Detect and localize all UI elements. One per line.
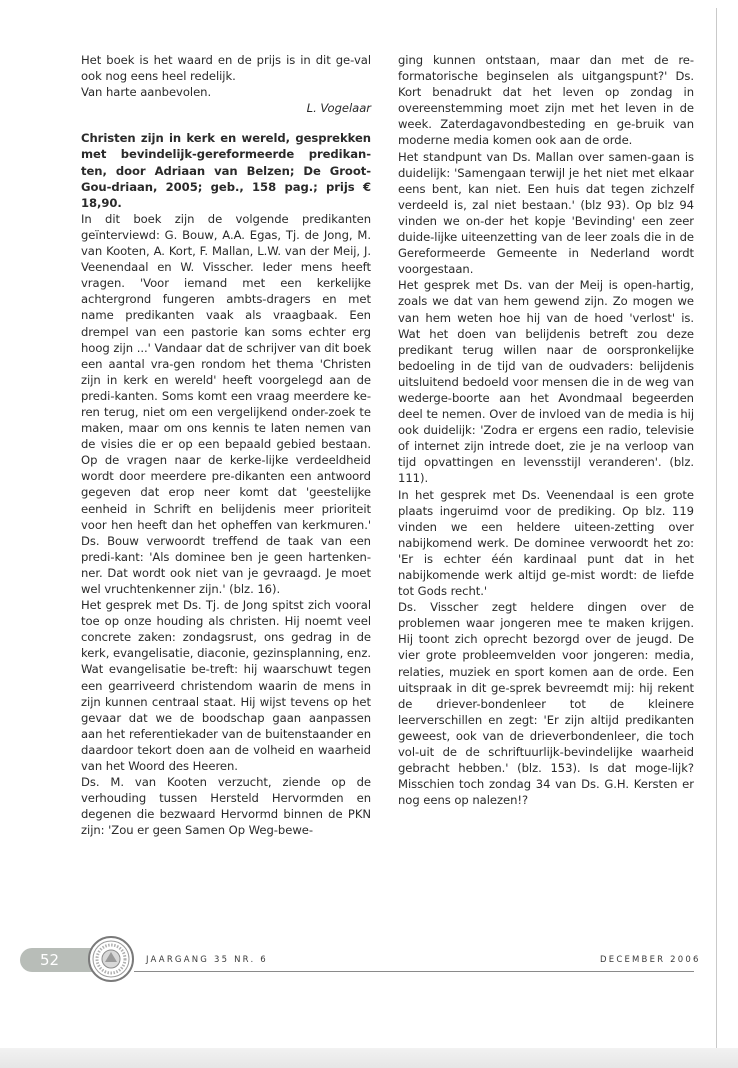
review-heading: Christen zijn in kerk en wereld, gesprekken met bevindelijk-gereformeerde predikan-ten, door Adriaan van Belzen; De Groot-Gou-driaan, 2005; geb., 158 pag.; prijs € 18,90. [81,131,371,210]
issue-label: JAARGANG 35 NR. 6 [146,955,268,965]
intro-paragraph: Het boek is het waard en de prijs is in dit ge-val ook nog eens heel redelijk. [81,53,371,84]
seal-logo-icon [88,936,134,982]
date-label: DECEMBER 2006 [600,955,701,965]
right-paragraph-2: Het standpunt van Ds. Mallan over samen-gaan is duidelijk: 'Samengaan terwijl je het niet met elkaar eens bent, kan niet. Een huis dat tegen zichzelf verdeeld is, zal niet bestaan.' (blz 93). Op blz 94 vinden we on-der het kopje 'Bevinding' een zeer duide-lijke uiteenzetting van de leer zoals die in de Gereformeerde Gemeente in Nederland wordt voorgestaan. [398,149,694,277]
right-paragraph-1: ging kunnen ontstaan, maar dan met de re-formatorische beginselen als uitgangspunt?' Ds. Kort benadrukt dat het leven op zondag in overeenstemming moet zijn met het leven in de week. Zaterdagavondbesteding en ge-bruik van moderne media komen ook aan de orde. [398,53,694,148]
page-edge-line [716,8,717,1048]
right-paragraph-3: Het gesprek met Ds. van der Meij is open-hartig, zoals we dat van hem gewend zijn. Zo mogen we van hem weten hoe hij van de hoed 'verlost' is. Wat het doen van belijdenis betreft zou deze predikant terug willen naar de oorspronkelijke bedoeling in de tijd van de oudvaders: belijdenis uitsluitend bedoeld voor mensen die in de weg van wederge-boorte aan het Avondmaal begeerden deel te nemen. Over de invloed van de media is hij ook duidelijk: 'Zodra er ergens een radio, televisie of internet zijn intrede doet, zie je na verloop van tijd opvattingen en levensstijl veranderen'. (blz. 111). [398,278,694,486]
recommendation-line: Van harte aanbevolen. [81,85,212,100]
right-paragraph-5: Ds. Visscher zegt heldere dingen over de problemen waar jongeren mee te maken krijgen. Hij toont zich oprecht bezorgd over de jeugd. De vier grote probleemvelden voor jongeren: media, relaties, muziek en sport komen aan de orde. Een uitspraak in dit ge-sprek bevreemdt mij: hij rekent de driever-bondenleer tot de kleinere leerverschillen en zegt: 'Er zijn altijd predikanten geweest, ook van de drieverbondenleer, die toch vol-uit de de schriftuurlijk-bevindelijke waarheid gebracht hebben.' (blz. 153). Is dat moge-lijk? Misschien toch zondag 34 van Ds. G.H. Kersten er nog eens op nalezen!? [398,600,694,808]
review-signature: L. Vogelaar [306,101,371,116]
page-number: 52 [20,948,96,972]
left-paragraph-1: In dit boek zijn de volgende predikanten geïnterviewd: G. Bouw, A.A. Egas, Tj. de Jong, M. van Kooten, A. Kort, F. Mallan, L.W. van der Meij, J. Veenendaal en W. Visscher. Ieder mens heeft vragen. 'Voor iemand met een kerkelijke achtergrond fungeren ambts-dragers en met name predikanten vaak als vraagbaak. Een drempel van een pastorie kan soms echter erg hoog zijn ...' Vandaar dat de schrijver van dit boek een aantal vra-gen rondom het thema 'Christen zijn in kerk en wereld' heeft voorgelegd aan de predi-kanten. Soms komt een vraag meerdere ke-ren terug, niet om een vergelijkend onder-zoek te maken, maar om ons kennis te laten nemen van de visies die er op een bepaald gebied bestaan. Op de vragen naar de kerke-lijke verdeeldheid wordt door meerdere pre-dikanten een antwoord gegeven dat erop neer komt dat 'geestelijke eenheid in Schrift en belijdenis meer prioriteit voor hen heeft dan het opheffen van kerkmuren.' Ds. Bouw verwoordt treffend de taak van een predi-kant: 'Als dominee ben je geen hartenken-ner. Dat wordt ook niet van je gevraagd. Je moet wel vruchtenkenner zijn.' (blz. 16). [81,211,371,596]
right-paragraph-4: In het gesprek met Ds. Veenendaal is een grote plaats ingeruimd voor de prediking. Op blz. 119 vinden we een heldere uiteen-zetting over nabijkomend werk. De dominee verwoordt het zo: 'Er is echter één kardinaal punt dat in het nabijkomende werk altijd ge-mist wordt: de liefde tot Gods recht.' [398,487,694,599]
footer-rule [134,971,694,972]
left-column [81,52,371,839]
left-paragraph-3: Ds. M. van Kooten verzucht, ziende op de verhouding tussen Hersteld Hervormden en degenen die bezwaard Hervormd binnen de PKN zijn: 'Zou er geen Samen Op Weg-bewe- [81,775,371,838]
left-paragraph-2: Het gesprek met Ds. Tj. de Jong spitst zich vooral toe op onze houding als christen. Hij noemt veel concrete zaken: zondagsrust, ons gedrag in de kerk, evangelisatie, diaconie, gezinsplanning, enz. Wat evangelisatie be-treft: hij waarschuwt tegen een gearriveerd christendom waarin de mens in zijn kunnen centraal staat. Hij wijst tevens op het gevaar dat we de boodschap gaan aanpassen aan het referentiekader van de buitenstaander en daardoor tekort doen aan de volheid en waarheid van het Woord des Heeren. [81,598,371,774]
right-column [398,52,694,808]
page-footer [0,946,738,976]
scan-bottom-edge [0,1048,738,1068]
